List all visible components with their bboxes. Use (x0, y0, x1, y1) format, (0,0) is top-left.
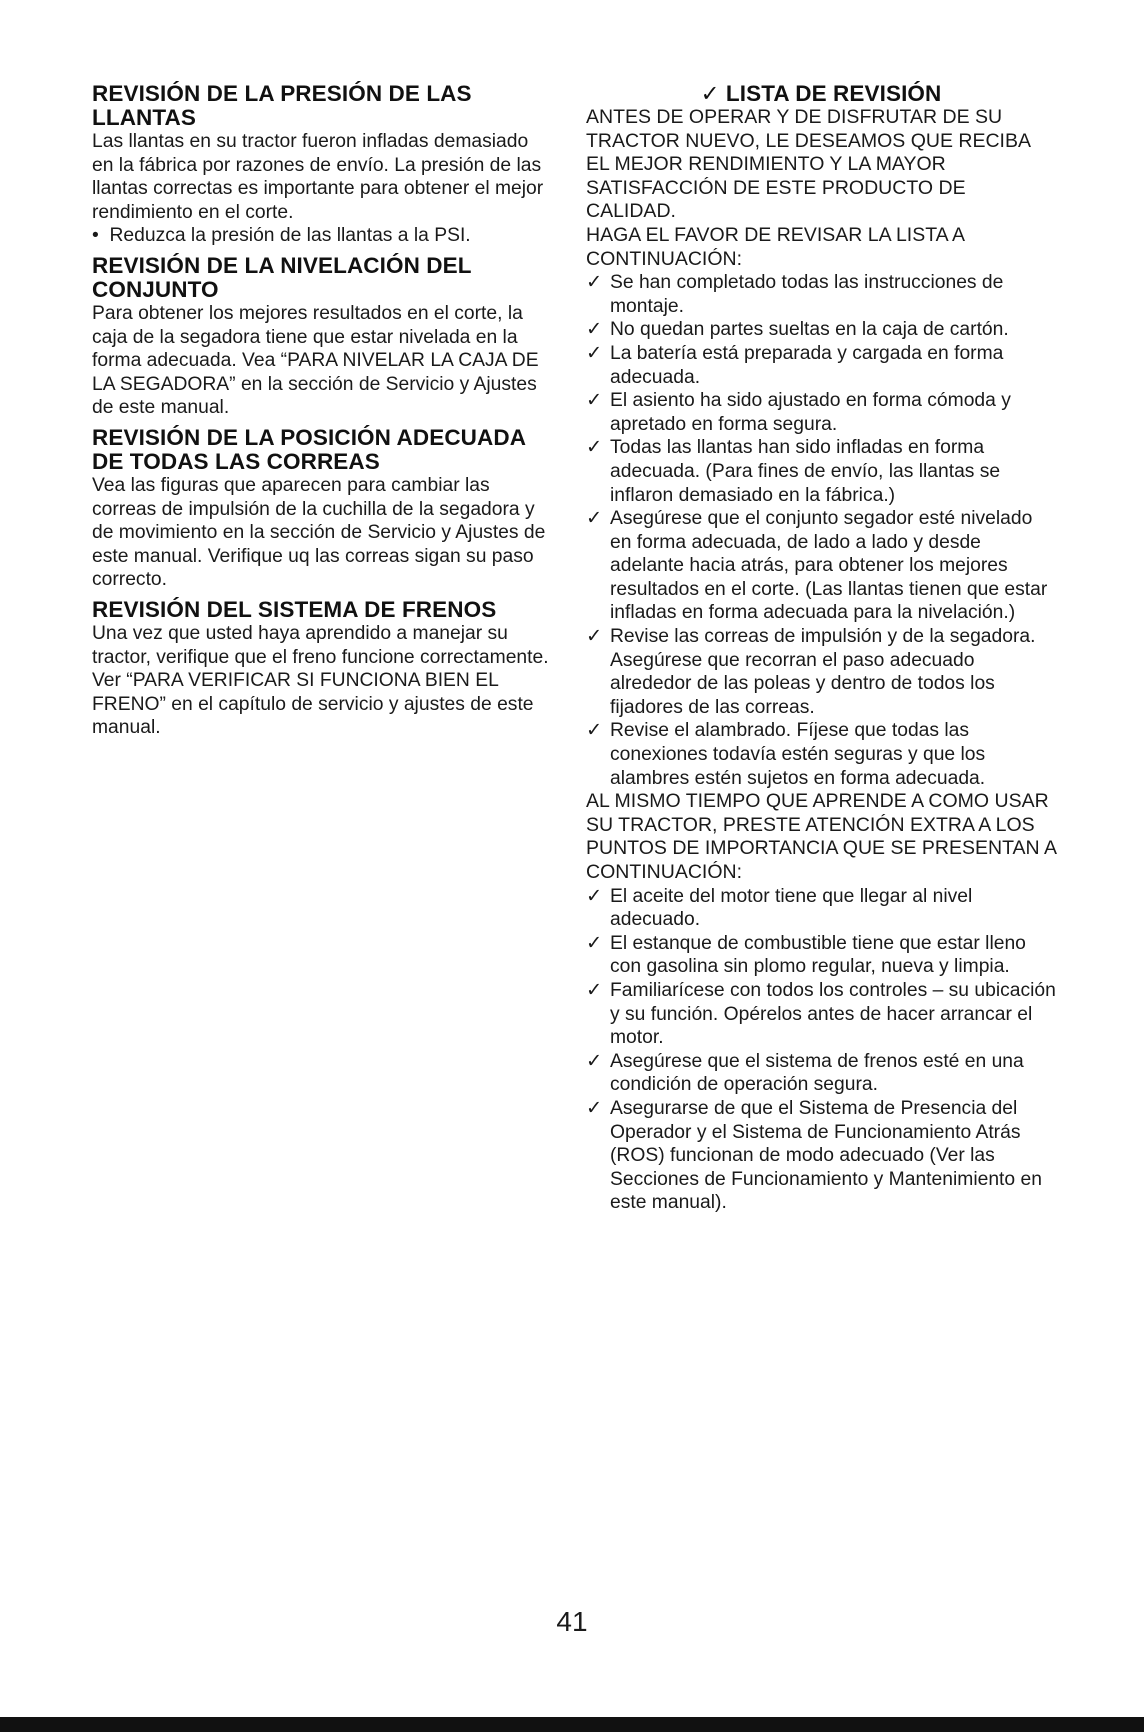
checklist-item (586, 436, 1056, 507)
checklist-item (586, 719, 1056, 790)
section-body-belts: Vea las figuras que aparecen para cambiar las correas de impulsión de la cuchilla de la segadora y de movimiento en la sección de Servicio y Ajustes de este manual. Verifique uq las correas sigan su paso correcto. (92, 474, 546, 591)
checkmark-icon: ✓ (586, 508, 603, 530)
checklist-item (586, 979, 1056, 1050)
left-column (92, 82, 552, 746)
tire-pressure-bullet-text: Reduzca la presión de las llantas a la PSI. (109, 225, 471, 247)
checklist-item-text: No quedan partes sueltas en la caja de cartón. (610, 319, 1009, 341)
bottom-rule (0, 1717, 1144, 1732)
checklist-intro: ANTES DE OPERAR Y DE DISFRUTAR DE SU TRACTOR NUEVO, LE DESEAMOS QUE RECIBA EL MEJOR RENDIMIENTO Y LA MAYOR SATISFACCIÓN DE ESTE PRODUCTO DE CALIDAD. (586, 106, 1030, 223)
checklist-item (586, 625, 1056, 719)
tire-pressure-bullet: • Reduzca la presión de las llantas a la PSI. (92, 225, 471, 247)
checklist-item (586, 342, 1056, 389)
checklist-item (586, 507, 1056, 625)
checkmark-icon: ✓ (586, 342, 603, 364)
checklist-item-text: El asiento ha sido ajustado en forma cómoda y apretado en forma segura. (610, 390, 1011, 435)
checklist-item-text: Asegúrese que el conjunto segador esté nivelado en forma adecuada, de lado a lado y desde adelante hacia atrás, para obtener los mejores resultados en el corte. (Las llantas tienen que estar infladas en forma adecuada para la nivelación.) (610, 508, 1048, 624)
checklist-item (586, 1097, 1056, 1215)
checklist-item-text: Asegúrese que el sistema de frenos esté en una condición de operación segura. (610, 1050, 1024, 1096)
checklist-item-text: Se han completado todas las instrucciones de montaje. (610, 272, 1004, 317)
checkmark-icon: ✓ (586, 272, 603, 294)
checkmark-icon: ✓ (586, 437, 603, 459)
section-title-tire-pressure: REVISIÓN DE LA PRESIÓN DE LAS LLANTAS (92, 81, 472, 130)
checklist-item-text: Familiarícese con todos los controles – su ubicación y su función. Opérelos antes de hacer arrancar el motor. (610, 979, 1056, 1049)
right-column (586, 82, 1056, 1215)
section-title-belts: REVISIÓN DE LA POSICIÓN ADECUADA DE TODAS LAS CORREAS (92, 424, 526, 474)
checkmark-icon: ✓ (586, 979, 603, 1001)
section-title-brakes: REVISIÓN DEL SISTEMA DE FRENOS (92, 596, 497, 622)
checkmark-icon: ✓ (586, 626, 603, 648)
checklist-item (586, 932, 1056, 979)
checklist-item-text: Revise el alambrado. Fíjese que todas las conexiones todavía estén seguras y que los alambres estén sujetos en forma adecuada. (610, 720, 986, 789)
checklist-item-text: Asegurarse de que el Sistema de Presencia del Operador y el Sistema de Funcionamiento Atrás (ROS) funcionan de modo adecuado (Ver las Secciones de Funcionamiento y Mantenimiento en este manual). (610, 1097, 1042, 1214)
checklist-item-text: El aceite del motor tiene que llegar al nivel adecuado. (610, 885, 973, 931)
section-body-brakes: Una vez que usted haya aprendido a manejar su tractor, verifique que el freno funcione correctamente. Ver “PARA VERIFICAR SI FUNCIONA BIEN EL FRENO” en el capítulo de servicio y ajustes de este manual. (92, 622, 549, 739)
checkmark-icon: ✓ (586, 720, 603, 742)
checklist-item-text: Todas las llantas han sido infladas en forma adecuada. (Para fines de envío, las llantas se inflaron demasiado en la fábrica.) (610, 437, 1001, 506)
page-number: 41 (556, 1606, 588, 1637)
checklist-item-text: La batería está preparada y cargada en forma adecuada. (610, 342, 1004, 388)
checklist-item (586, 885, 1056, 932)
checklist-item-text: El estanque de combustible tiene que estar lleno con gasolina sin plomo regular, nueva y limpia. (610, 932, 1026, 978)
checkmark-icon: ✓ (586, 390, 603, 412)
checklist-title: ✓ LISTA DE REVISIÓN (700, 81, 942, 106)
checkmark-icon: ✓ (586, 1050, 603, 1072)
checklist-middle: AL MISMO TIEMPO QUE APRENDE A COMO USAR SU TRACTOR, PRESTE ATENCIÓN EXTRA A LOS PUNTOS DE IMPORTANCIA QUE SE PRESENTAN A CONTINUACIÓN: (586, 790, 1056, 883)
checklist-while-learning (586, 885, 1056, 1215)
checklist-item (586, 389, 1056, 436)
checkmark-icon: ✓ (586, 885, 603, 907)
checklist-item-text: Revise las correas de impulsión y de la segadora. Asegúrese que recorran el paso adecuado alrededor de las poleas y dentro de todos los fijadores de las correas. (610, 626, 1036, 718)
checkmark-icon: ✓ (586, 932, 603, 954)
checklist-item (586, 1050, 1056, 1097)
section-body-tire-pressure: Las llantas en su tractor fueron infladas demasiado en la fábrica por razones de envío. La presión de las llantas correctas es importante para obtener el mejor rendimiento en el corte. (92, 131, 544, 223)
section-body-deck-level: Para obtener los mejores resultados en el corte, la caja de la segadora tiene que estar nivelada en la forma adecuada. Vea “PARA NIVELAR LA CAJA DE LA SEGADORA” en la sección de Servicio y Ajustes de este manual. (92, 302, 539, 419)
section-title-deck-level: REVISIÓN DE LA NIVELACIÓN DEL CONJUNTO (92, 252, 472, 302)
checklist-before-operating (586, 271, 1056, 790)
checklist-intro-2: HAGA EL FAVOR DE REVISAR LA LISTA A CONTINUACIÓN: (586, 223, 964, 270)
checklist-item (586, 318, 1056, 342)
checklist-item (586, 271, 1056, 318)
checkmark-icon: ✓ (586, 319, 603, 341)
checkmark-icon: ✓ (586, 1097, 603, 1119)
